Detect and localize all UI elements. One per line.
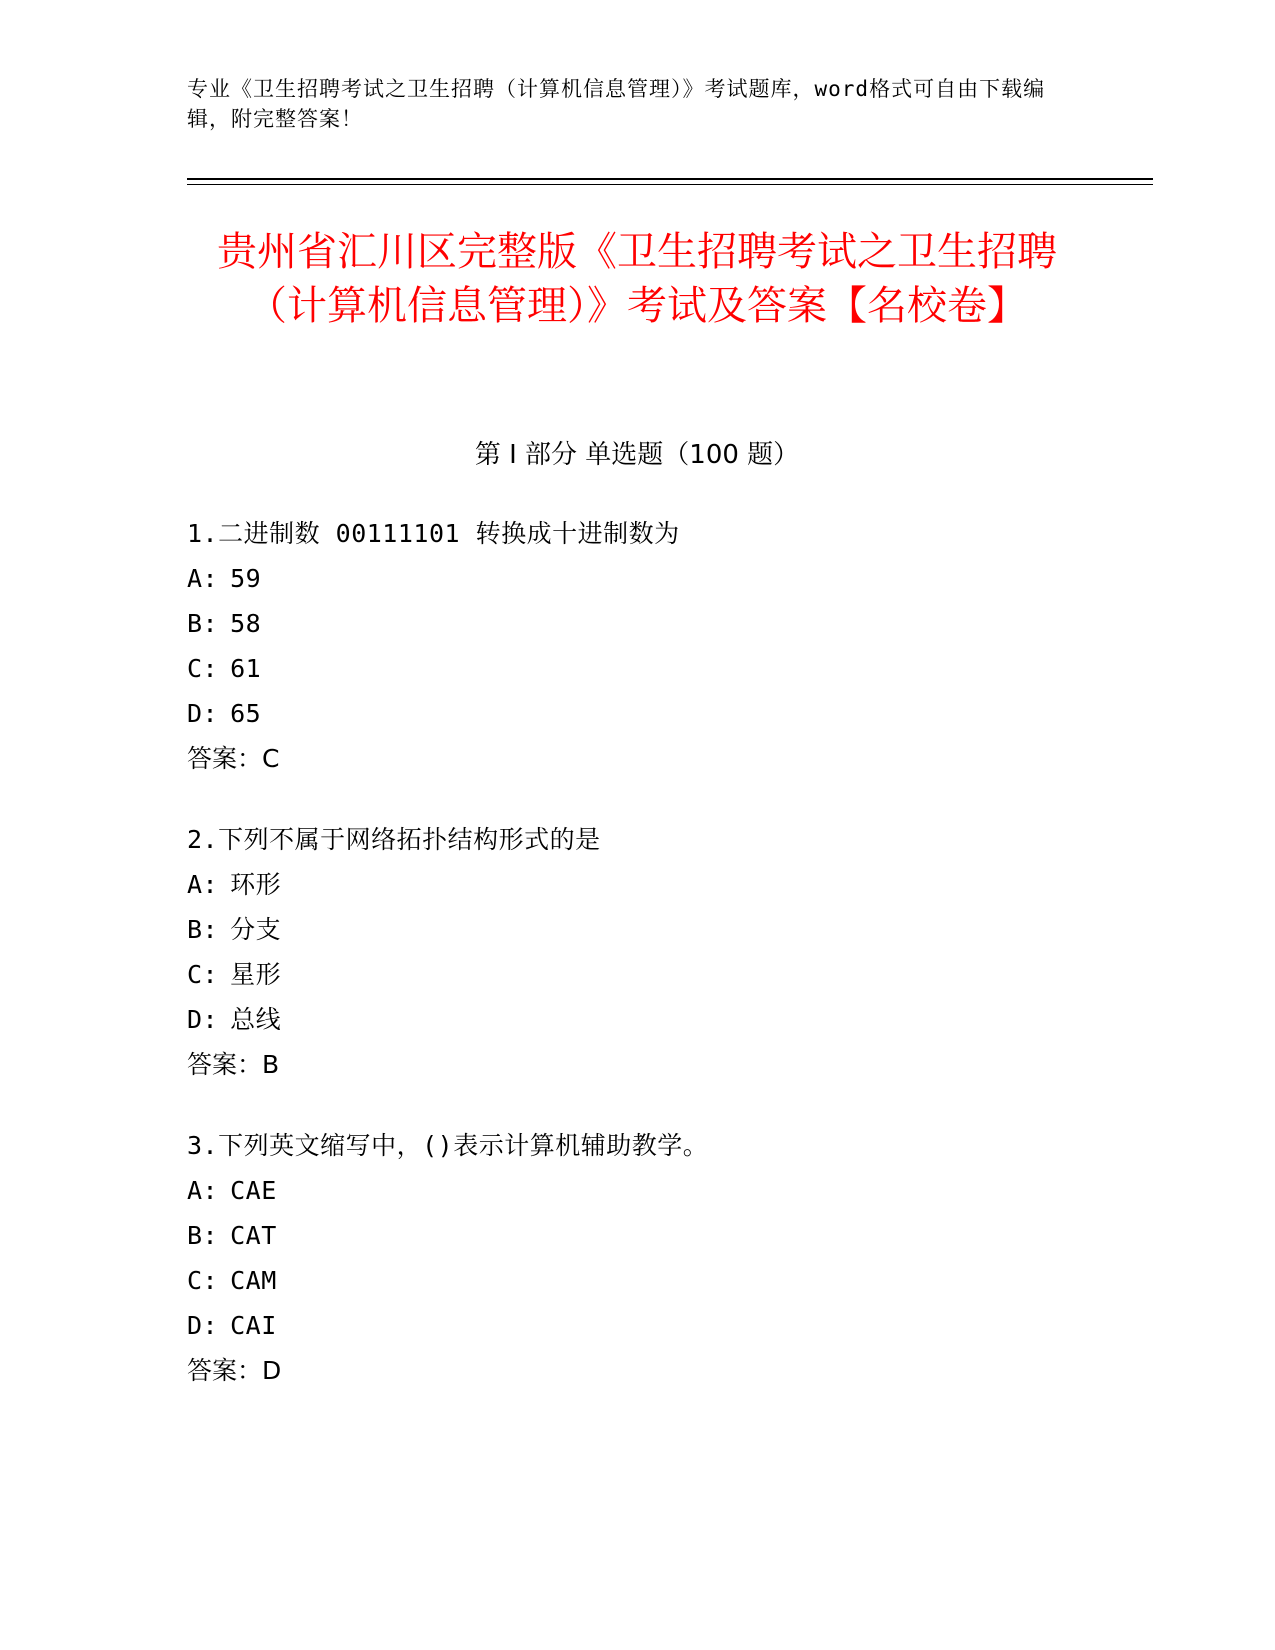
option-letter: D:: [187, 1005, 219, 1034]
option-d: [187, 1303, 1087, 1348]
option-letter: C:: [187, 1266, 219, 1295]
option-text: 59: [230, 564, 262, 593]
option-text: 61: [230, 654, 262, 683]
option-b: [187, 601, 1087, 646]
option-text: CAM: [230, 1266, 277, 1295]
option-c: [187, 952, 1087, 997]
question-2: [187, 817, 1087, 1087]
option-c: [187, 646, 1087, 691]
section-title: 第 I 部分 单选题（100 题）: [474, 440, 800, 470]
option-letter: A:: [187, 564, 219, 593]
question-stem: 1.二进制数 00111101 转换成十进制数为: [187, 519, 680, 548]
option-b: [187, 907, 1087, 952]
option-letter: A:: [187, 870, 219, 899]
option-c: [187, 1258, 1087, 1303]
answer-line: 答案：C: [187, 744, 280, 773]
header-rule-thick: [187, 178, 1153, 180]
question-1: [187, 511, 1087, 781]
option-letter: D:: [187, 699, 219, 728]
option-a: [187, 862, 1087, 907]
question-stem: 2.下列不属于网络拓扑结构形式的是: [187, 825, 601, 854]
option-text: CAI: [230, 1311, 277, 1340]
answer-line: 答案：B: [187, 1050, 280, 1079]
option-letter: B:: [187, 609, 219, 638]
answer-line: 答案：D: [187, 1356, 282, 1385]
option-letter: C:: [187, 960, 219, 989]
option-letter: A:: [187, 1176, 219, 1205]
option-text: 65: [230, 699, 262, 728]
header-rule-thin: [187, 184, 1153, 185]
option-d: [187, 997, 1087, 1042]
option-a: [187, 1168, 1087, 1213]
option-d: [187, 691, 1087, 736]
option-b: [187, 1213, 1087, 1258]
document-title: 贵州省汇川区完整版《卫生招聘考试之卫生招聘（计算机信息管理）》考试及答案【名校卷】: [217, 229, 1057, 329]
option-text: CAT: [230, 1221, 277, 1250]
option-a: [187, 556, 1087, 601]
option-letter: B:: [187, 1221, 219, 1250]
option-letter: B:: [187, 915, 219, 944]
option-letter: D:: [187, 1311, 219, 1340]
question-3: [187, 1123, 1087, 1393]
option-text: 58: [230, 609, 262, 638]
header-note: 专业《卫生招聘考试之卫生招聘（计算机信息管理）》考试题库，word格式可自由下载编辑，附完整答案！: [187, 77, 1046, 131]
option-text: 总线: [230, 1005, 282, 1034]
question-stem: 3.下列英文缩写中，()表示计算机辅助教学。: [187, 1131, 709, 1160]
option-text: 星形: [230, 960, 282, 989]
option-letter: C:: [187, 654, 219, 683]
option-text: 分支: [230, 915, 282, 944]
option-text: CAE: [230, 1176, 277, 1205]
option-text: 环形: [230, 870, 282, 899]
